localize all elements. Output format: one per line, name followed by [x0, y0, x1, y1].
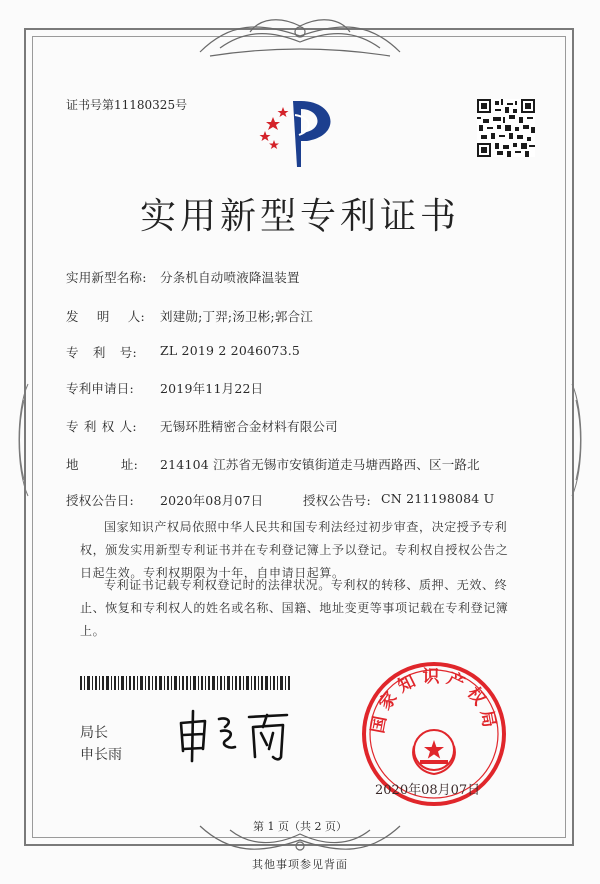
address-value: 214104 江苏省无锡市安镇街道走马塘西路西、区一路北 — [160, 457, 480, 472]
patent-office-emblem-icon — [255, 95, 350, 170]
grant-statement-paragraph: 国家知识产权局依照中华人民共和国专利法经过初步审查，决定授予专利权，颁发实用新型专利证书并在专利登记簿上予以登记。专利权自授权公告之日起生效。专利权期限为十年，自申请日起算。 — [80, 520, 509, 580]
page-indicator: 第 1 页（共 2 页） — [253, 820, 347, 833]
right-ornament — [564, 380, 586, 500]
footer-note: 其他事项参见背面 — [252, 858, 348, 871]
patent-number-value: ZL 2019 2 2046073.5 — [160, 343, 301, 358]
inventor-label: 发 明 人: — [66, 309, 145, 324]
inventor-value: 刘建勋;丁羿;汤卫彬;郭合江 — [160, 309, 313, 324]
top-ornament — [190, 12, 410, 60]
svg-text:国家知识产权局 — [368, 667, 500, 735]
patentee-label: 专 利 权 人: — [66, 419, 137, 434]
seal-date: 2020年08月07日 — [375, 783, 481, 798]
patentee-value: 无锡环胜精密合金材料有限公司 — [160, 419, 338, 434]
director-title: 局长 — [80, 725, 108, 741]
left-ornament — [14, 380, 36, 500]
certificate-number: 证书号第11180325号 — [66, 98, 188, 112]
filing-date-label: 专利申请日: — [66, 381, 134, 396]
patent-number-label: 专 利 号: — [66, 345, 137, 360]
director-signature — [175, 705, 315, 765]
certificate-title: 实用新型专利证书 — [139, 196, 460, 237]
grant-date-label: 授权公告日: — [66, 493, 134, 508]
qr-code-icon — [477, 99, 535, 157]
grant-number-value: CN 211198084 U — [381, 491, 495, 506]
address-label: 地 址: — [66, 457, 138, 472]
utility-model-name-value: 分条机自动喷液降温装置 — [160, 270, 300, 285]
barcode-icon — [80, 676, 290, 690]
legal-status-paragraph: 专利证书记载专利权登记时的法律状况。专利权的转移、质押、无效、终止、恢复和专利权人的姓名或名称、国籍、地址变更等事项记载在专利登记簿上。 — [80, 578, 509, 638]
seal-text: 国家知识产权局 — [367, 667, 501, 735]
utility-model-name-label: 实用新型名称: — [66, 270, 147, 285]
grant-number-label: 授权公告号: — [303, 493, 371, 508]
director-name: 申长雨 — [80, 747, 122, 763]
grant-date-value: 2020年08月07日 — [160, 493, 264, 508]
filing-date-value: 2019年11月22日 — [160, 381, 264, 396]
